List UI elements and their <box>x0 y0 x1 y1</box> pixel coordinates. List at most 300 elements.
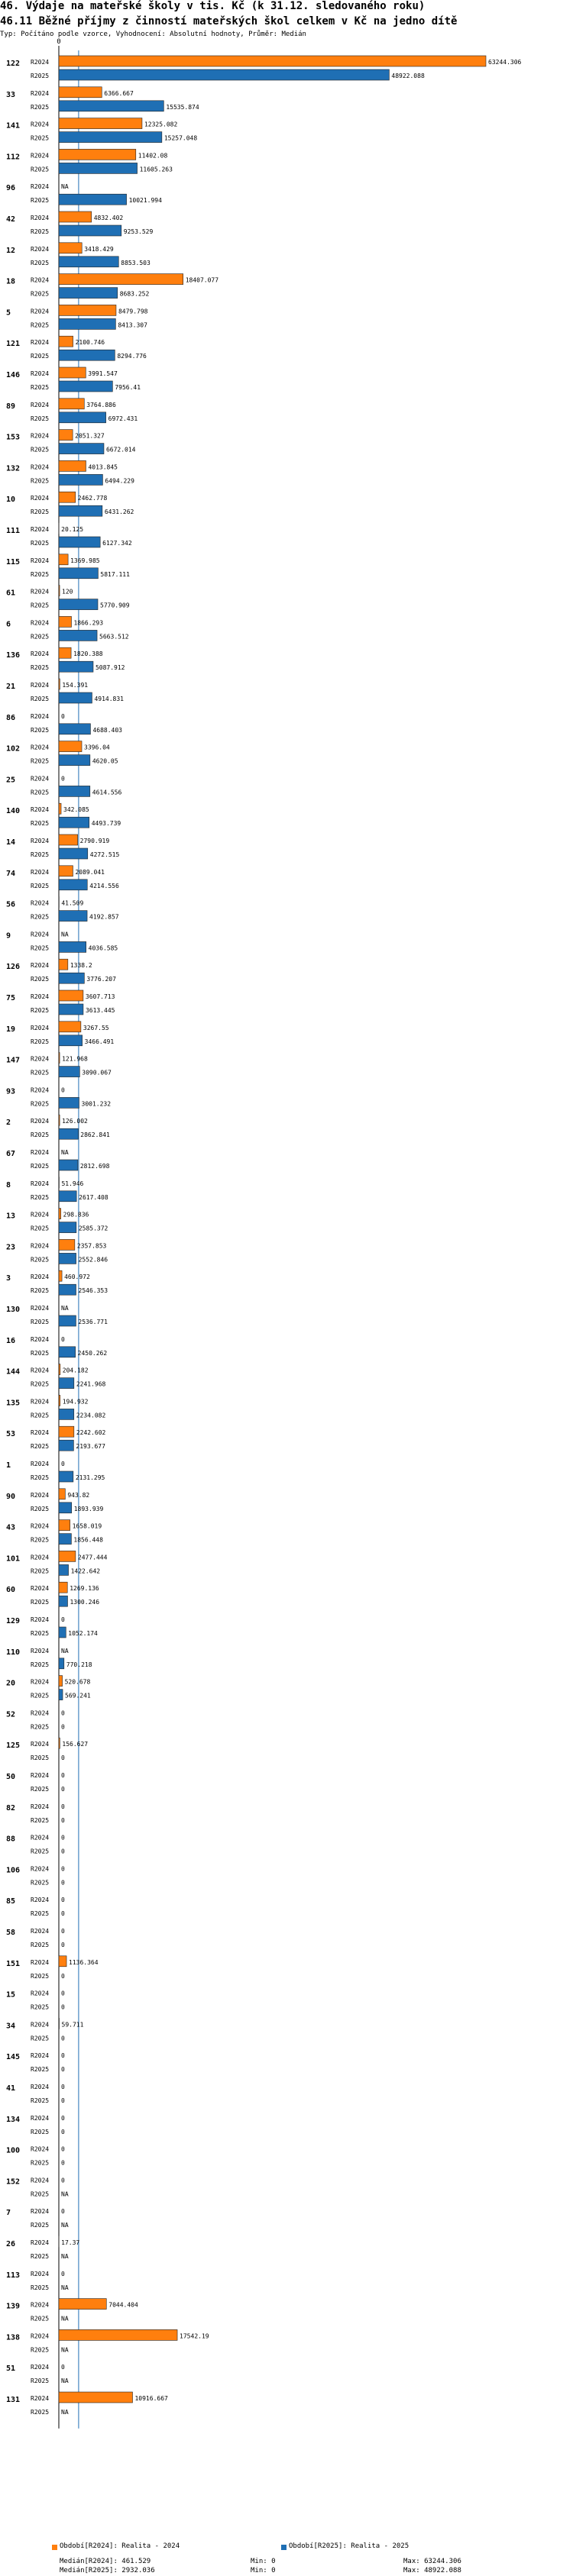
bar-r2025 <box>59 444 104 454</box>
min-2025-label: Min: 0 <box>251 2567 276 2574</box>
bar-r2025 <box>59 505 102 516</box>
bar-r2024 <box>59 1520 70 1531</box>
series-label-r2024: R2024 <box>31 1928 50 1935</box>
group-label: 121 <box>6 340 21 349</box>
data-label-r2025: 15257.048 <box>163 134 198 142</box>
bar-r2024 <box>59 149 136 160</box>
group-label: 58 <box>6 1929 16 1937</box>
chart-title-line1: 46. Výdaje na mateřské školy v tis. Kč (k 31.12. sledovaného roku) <box>0 0 426 12</box>
data-label-r2025: 0 <box>61 1848 65 1855</box>
data-label-r2025: 4214.556 <box>89 882 119 889</box>
series-label-r2024: R2024 <box>31 526 50 533</box>
bar-r2024 <box>59 1364 60 1375</box>
series-label-r2025: R2025 <box>31 1505 50 1512</box>
series-label-r2025: R2025 <box>31 415 50 422</box>
series-label-r2025: R2025 <box>31 726 50 734</box>
bar-r2025 <box>59 755 90 766</box>
chart-title-line2: 46.11 Běžné příjmy z činností mateřských škol celkem v Kč na jedno dítě <box>0 15 458 27</box>
data-label-r2025: 0 <box>61 1754 65 1762</box>
series-label-r2024: R2024 <box>31 588 50 596</box>
data-label-r2025: 2536.771 <box>78 1319 108 1325</box>
bar-r2024 <box>59 336 73 347</box>
bar-r2024 <box>59 616 71 627</box>
series-label-r2025: R2025 <box>31 1692 50 1700</box>
data-label-r2024: 2051.327 <box>75 432 105 440</box>
series-label-r2024: R2024 <box>31 2208 50 2216</box>
series-label-r2024: R2024 <box>31 2021 50 2029</box>
series-label-r2025: R2025 <box>31 1630 50 1637</box>
bar-r2025 <box>59 599 98 610</box>
group-label: 147 <box>6 1056 21 1065</box>
data-label-r2024: 0 <box>61 2145 65 2153</box>
group-label: 152 <box>6 2177 21 2187</box>
group-label: 88 <box>6 1835 16 1844</box>
group-label: 25 <box>6 776 16 785</box>
series-label-r2024: R2024 <box>31 2364 50 2371</box>
data-label-r2024: 1820.388 <box>73 650 103 658</box>
data-label-r2025: 2585.372 <box>78 1225 108 1232</box>
series-label-r2025: R2025 <box>31 2066 50 2074</box>
data-label-r2025: 3466.491 <box>84 1038 115 1045</box>
bar-r2025 <box>59 786 90 796</box>
group-label: 106 <box>6 1866 21 1875</box>
data-label-r2024: 194.932 <box>62 1398 89 1406</box>
series-label-r2025: R2025 <box>31 1723 50 1731</box>
group-label: 146 <box>6 371 21 379</box>
group-label: 67 <box>6 1150 16 1158</box>
series-label-r2024: R2024 <box>31 868 50 876</box>
data-label-r2024: 0 <box>61 2177 65 2184</box>
bar-r2024 <box>59 1582 67 1593</box>
group-label: 33 <box>6 90 16 99</box>
legend-period-2025: Období[R2025]: Realita - 2025 <box>289 2542 410 2550</box>
group-label: 7 <box>6 2209 11 2218</box>
bar-r2025 <box>59 692 92 703</box>
series-label-r2024: R2024 <box>31 2301 50 2309</box>
series-label-r2025: R2025 <box>31 1007 50 1014</box>
data-label-r2024: NA <box>61 1647 69 1654</box>
group-label: 136 <box>6 651 21 660</box>
series-label-r2025: R2025 <box>31 944 50 952</box>
data-label-r2025: 11605.263 <box>139 166 173 173</box>
group-label: 100 <box>6 2146 21 2155</box>
bar-r2025 <box>59 381 112 392</box>
series-label-r2024: R2024 <box>31 1491 50 1499</box>
series-label-r2024: R2024 <box>31 1118 50 1125</box>
data-label-r2024: 2100.746 <box>75 339 105 347</box>
bar-r2025 <box>59 1128 78 1139</box>
series-label-r2025: R2025 <box>31 446 50 454</box>
data-label-r2024: 0 <box>61 1616 65 1623</box>
bar-r2024 <box>59 1956 66 1967</box>
group-label: 96 <box>6 184 16 193</box>
data-label-r2025: 10021.994 <box>128 197 162 205</box>
series-label-r2024: R2024 <box>31 89 50 97</box>
bar-r2024 <box>59 1115 60 1125</box>
data-label-r2025: 2241.968 <box>76 1380 106 1388</box>
data-label-r2025: 6972.431 <box>108 415 138 422</box>
bar-r2025 <box>59 163 138 173</box>
data-label-r2025: NA <box>61 2222 69 2229</box>
series-label-r2024: R2024 <box>31 1647 50 1654</box>
data-label-r2024: 0 <box>61 1086 65 1094</box>
group-label: 153 <box>6 433 21 442</box>
data-label-r2025: 2131.295 <box>75 1474 105 1481</box>
data-label-r2024: 0 <box>61 1461 65 1467</box>
bar-r2025 <box>59 1503 72 1513</box>
group-label: 86 <box>6 713 16 722</box>
series-label-r2025: R2025 <box>31 353 50 360</box>
bar-r2024 <box>59 2018 60 2029</box>
series-label-r2024: R2024 <box>31 993 50 1000</box>
data-label-r2025: 0 <box>61 2128 65 2135</box>
chart-subtitle: Typ: Počítáno podle vzorce, Vyhodnocení: Absolutní hodnoty, Průměr: Medián <box>0 31 306 38</box>
series-label-r2024: R2024 <box>31 806 50 814</box>
data-label-r2024: 20.125 <box>61 526 84 533</box>
data-label-r2024: 8479.798 <box>118 308 148 315</box>
series-label-r2024: R2024 <box>31 1149 50 1156</box>
bar-r2024 <box>59 1738 60 1748</box>
data-label-r2025: 4192.857 <box>89 913 119 921</box>
series-label-r2024: R2024 <box>31 1678 50 1686</box>
data-label-r2024: 51.946 <box>61 1180 84 1187</box>
series-label-r2025: R2025 <box>31 1380 50 1388</box>
data-label-r2024: 3267.55 <box>83 1024 109 1031</box>
group-label: 122 <box>6 60 21 68</box>
bar-r2025 <box>59 1067 79 1077</box>
series-label-r2025: R2025 <box>31 820 50 828</box>
bar-r2025 <box>59 1658 64 1669</box>
data-label-r2025: 5087.912 <box>95 664 125 672</box>
series-label-r2024: R2024 <box>31 1896 50 1904</box>
data-label-r2025: 4272.515 <box>89 851 120 858</box>
series-label-r2024: R2024 <box>31 1273 50 1281</box>
data-label-r2024: 0 <box>61 1335 65 1343</box>
group-label: 26 <box>6 2240 16 2248</box>
series-label-r2025: R2025 <box>31 540 50 547</box>
series-label-r2024: R2024 <box>31 1522 50 1530</box>
data-label-r2024: NA <box>61 1149 69 1156</box>
bar-r2025 <box>59 132 162 143</box>
data-label-r2024: 298.836 <box>63 1211 89 1219</box>
group-label: 51 <box>6 2365 16 2374</box>
data-label-r2025: 2552.846 <box>78 1256 108 1264</box>
data-label-r2025: NA <box>61 2377 69 2385</box>
data-label-r2025: 4688.403 <box>92 726 122 734</box>
series-label-r2024: R2024 <box>31 1865 50 1873</box>
data-label-r2024: 0 <box>61 1834 65 1842</box>
data-label-r2025: 6494.229 <box>105 477 134 485</box>
data-label-r2024: 63244.306 <box>488 59 522 66</box>
data-label-r2024: 2462.778 <box>77 495 108 502</box>
series-label-r2025: R2025 <box>31 1131 50 1139</box>
series-label-r2025: R2025 <box>31 1069 50 1077</box>
series-label-r2024: R2024 <box>31 1086 50 1094</box>
data-label-r2025: NA <box>61 2346 69 2354</box>
data-label-r2024: 204.182 <box>62 1367 89 1374</box>
series-label-r2024: R2024 <box>31 838 50 844</box>
series-label-r2025: R2025 <box>31 1287 50 1295</box>
series-label-r2025: R2025 <box>31 1972 50 1980</box>
group-label: 12 <box>6 246 16 255</box>
bar-r2024 <box>59 1270 62 1281</box>
bar-r2025 <box>59 817 89 828</box>
bar-r2025 <box>59 537 100 547</box>
bar-r2025 <box>59 1471 73 1482</box>
bar-r2024 <box>59 990 83 1001</box>
series-label-r2024: R2024 <box>31 2239 50 2246</box>
data-label-r2025: 15535.874 <box>166 103 199 111</box>
bar-r2025 <box>59 474 102 485</box>
series-label-r2025: R2025 <box>31 2409 50 2416</box>
series-label-r2025: R2025 <box>31 2284 50 2291</box>
bar-r2024 <box>59 1489 65 1499</box>
group-label: 14 <box>6 838 16 847</box>
bar-r2025 <box>59 1253 76 1264</box>
series-label-r2025: R2025 <box>31 477 50 485</box>
series-label-r2024: R2024 <box>31 339 50 347</box>
data-label-r2024: 1338.2 <box>70 962 92 970</box>
series-label-r2025: R2025 <box>31 1100 50 1108</box>
group-label: 151 <box>6 1959 21 1968</box>
min-2024-label: Min: 0 <box>251 2558 276 2565</box>
data-label-r2024: 1269.136 <box>70 1585 99 1593</box>
bar-r2025 <box>59 257 118 267</box>
series-label-r2025: R2025 <box>31 2003 50 2011</box>
data-label-r2025: 0 <box>61 1879 65 1887</box>
bar-r2025 <box>59 350 115 360</box>
series-label-r2025: R2025 <box>31 2253 50 2260</box>
data-label-r2024: 6366.667 <box>104 89 134 97</box>
series-label-r2025: R2025 <box>31 913 50 921</box>
series-label-r2025: R2025 <box>31 789 50 796</box>
series-label-r2025: R2025 <box>31 882 50 889</box>
series-label-r2025: R2025 <box>31 976 50 983</box>
series-label-r2025: R2025 <box>31 1412 50 1419</box>
series-label-r2024: R2024 <box>31 775 50 783</box>
group-label: 141 <box>6 121 21 131</box>
bar-r2025 <box>59 1564 69 1575</box>
data-label-r2025: 9253.529 <box>123 228 154 235</box>
series-label-r2025: R2025 <box>31 1879 50 1887</box>
group-label: 144 <box>6 1367 21 1377</box>
data-label-r2024: 0 <box>61 2270 65 2277</box>
data-label-r2024: 520.678 <box>64 1678 91 1686</box>
series-label-r2025: R2025 <box>31 2222 50 2229</box>
bar-r2024 <box>59 1426 74 1437</box>
bar-r2025 <box>59 568 98 579</box>
bar-r2025 <box>59 1596 67 1606</box>
data-label-r2025: NA <box>61 2284 69 2291</box>
series-label-r2024: R2024 <box>31 1024 50 1031</box>
bar-r2024 <box>59 679 60 689</box>
bar-r2024 <box>59 647 71 658</box>
bar-r2024 <box>59 1239 75 1250</box>
bar-r2024 <box>59 243 82 253</box>
data-label-r2024: NA <box>61 1305 69 1312</box>
series-label-r2024: R2024 <box>31 1585 50 1593</box>
group-label: 125 <box>6 1742 21 1751</box>
data-label-r2025: 2617.408 <box>79 1193 108 1201</box>
bar-r2024 <box>59 305 116 315</box>
group-label: 102 <box>6 744 21 754</box>
group-label: 145 <box>6 2053 21 2062</box>
bar-r2024 <box>59 1395 60 1406</box>
data-label-r2025: 4493.739 <box>91 820 121 828</box>
bar-r2025 <box>59 973 84 983</box>
bar-r2025 <box>59 630 97 641</box>
series-label-r2025: R2025 <box>31 2315 50 2323</box>
group-label: 3 <box>6 1274 11 1283</box>
series-label-r2024: R2024 <box>31 2084 50 2090</box>
data-label-r2025: 0 <box>61 2159 65 2167</box>
series-label-r2024: R2024 <box>31 245 50 253</box>
data-label-r2025: 2234.082 <box>76 1412 106 1419</box>
series-label-r2025: R2025 <box>31 290 50 298</box>
bar-r2025 <box>59 724 90 734</box>
group-label: 130 <box>6 1306 21 1314</box>
data-label-r2025: NA <box>61 2190 69 2198</box>
series-label-r2025: R2025 <box>31 2035 50 2042</box>
series-label-r2024: R2024 <box>31 1461 50 1467</box>
data-label-r2025: 0 <box>61 1723 65 1731</box>
data-label-r2025: 6672.014 <box>105 446 136 454</box>
series-label-r2025: R2025 <box>31 2346 50 2354</box>
data-label-r2024: 0 <box>61 1990 65 1997</box>
group-label: 90 <box>6 1492 16 1501</box>
bar-r2024 <box>59 1676 63 1687</box>
data-label-r2025: 2193.677 <box>76 1443 105 1451</box>
data-label-r2024: 1866.293 <box>73 619 104 627</box>
data-label-r2024: 7044.404 <box>108 2301 138 2309</box>
bar-r2024 <box>59 399 84 409</box>
group-label: 50 <box>6 1773 16 1781</box>
series-label-r2025: R2025 <box>31 197 50 205</box>
series-label-r2025: R2025 <box>31 1910 50 1918</box>
group-label: 34 <box>6 2022 16 2031</box>
group-label: 20 <box>6 1679 16 1688</box>
series-label-r2024: R2024 <box>31 2114 50 2122</box>
series-label-r2024: R2024 <box>31 1335 50 1343</box>
series-label-r2025: R2025 <box>31 633 50 641</box>
bar-r2025 <box>59 1315 76 1326</box>
series-label-r2025: R2025 <box>31 1599 50 1606</box>
series-label-r2024: R2024 <box>31 2270 50 2277</box>
group-label: 110 <box>6 1648 21 1657</box>
series-label-r2025: R2025 <box>31 1349 50 1357</box>
data-label-r2024: 0 <box>61 2052 65 2060</box>
data-label-r2025: 0 <box>61 2003 65 2011</box>
series-label-r2025: R2025 <box>31 1786 50 1793</box>
legend-swatch-r2024 <box>52 2545 57 2550</box>
bar-r2024 <box>59 460 86 471</box>
group-label: 60 <box>6 1586 16 1595</box>
data-label-r2024: 4013.845 <box>88 463 118 471</box>
bar-r2025 <box>59 1534 71 1545</box>
series-label-r2024: R2024 <box>31 1305 50 1312</box>
data-label-r2025: 0 <box>61 1942 65 1948</box>
group-label: 129 <box>6 1617 21 1625</box>
series-label-r2025: R2025 <box>31 1443 50 1451</box>
series-label-r2024: R2024 <box>31 712 50 720</box>
group-label: 8 <box>6 1180 11 1190</box>
data-label-r2024: 10916.667 <box>134 2395 168 2402</box>
series-label-r2025: R2025 <box>31 259 50 266</box>
bar-r2024 <box>59 274 183 285</box>
max-2025-label: Max: 48922.088 <box>403 2567 461 2574</box>
data-label-r2025: 3090.067 <box>82 1069 112 1077</box>
data-label-r2024: 943.82 <box>67 1491 90 1499</box>
bar-r2024 <box>59 554 68 565</box>
data-label-r2024: 156.627 <box>62 1741 89 1748</box>
group-label: 138 <box>6 2333 21 2342</box>
series-label-r2025: R2025 <box>31 228 50 235</box>
data-label-r2024: 17542.19 <box>180 2332 209 2340</box>
data-label-r2025: 8294.776 <box>117 353 147 360</box>
series-label-r2025: R2025 <box>31 73 50 79</box>
bar-r2024 <box>59 1209 61 1219</box>
series-label-r2024: R2024 <box>31 215 50 221</box>
series-label-r2024: R2024 <box>31 1398 50 1406</box>
series-label-r2025: R2025 <box>31 1536 50 1544</box>
group-label: 13 <box>6 1212 16 1221</box>
data-label-r2025: NA <box>61 2315 69 2323</box>
bar-r2024 <box>59 87 102 98</box>
series-label-r2024: R2024 <box>31 1741 50 1748</box>
series-label-r2025: R2025 <box>31 2128 50 2135</box>
bar-r2025 <box>59 288 118 299</box>
data-label-r2024: 3991.547 <box>88 370 118 377</box>
data-label-r2025: 2546.353 <box>78 1287 108 1295</box>
series-label-r2024: R2024 <box>31 962 50 970</box>
bar-r2025 <box>59 1690 63 1700</box>
bar-r2024 <box>59 586 60 596</box>
group-label: 52 <box>6 1710 16 1719</box>
series-label-r2025: R2025 <box>31 103 50 111</box>
data-label-r2025: 4620.05 <box>92 757 118 765</box>
series-label-r2025: R2025 <box>31 1225 50 1232</box>
data-label-r2025: 0 <box>61 2097 65 2104</box>
group-label: 74 <box>6 869 16 878</box>
data-label-r2024: 1658.019 <box>72 1522 102 1530</box>
group-label: 1 <box>6 1461 11 1470</box>
group-label: 112 <box>6 153 21 162</box>
data-label-r2024: 2477.444 <box>77 1554 108 1561</box>
group-label: 101 <box>6 1554 21 1564</box>
series-label-r2025: R2025 <box>31 2097 50 2104</box>
bar-r2024 <box>59 803 61 814</box>
series-label-r2024: R2024 <box>31 1990 50 1997</box>
series-label-r2024: R2024 <box>31 2332 50 2340</box>
bar-r2025 <box>59 941 86 952</box>
bar-r2024 <box>59 834 78 845</box>
data-label-r2024: 0 <box>61 1803 65 1810</box>
data-label-r2024: 4832.402 <box>93 215 124 221</box>
group-label: 131 <box>6 2396 21 2404</box>
data-label-r2025: 5770.909 <box>100 602 130 609</box>
data-label-r2025: 48922.088 <box>391 73 425 79</box>
series-label-r2024: R2024 <box>31 557 50 564</box>
group-label: 135 <box>6 1399 21 1408</box>
data-label-r2024: 18407.077 <box>185 276 219 284</box>
data-label-r2025: 5817.111 <box>100 570 130 578</box>
group-label: 19 <box>6 1025 16 1034</box>
data-label-r2024: 0 <box>61 1896 65 1904</box>
data-label-r2024: 460.972 <box>64 1273 90 1281</box>
series-label-r2024: R2024 <box>31 2395 50 2402</box>
bar-r2025 <box>59 412 106 423</box>
data-label-r2025: 3001.232 <box>81 1100 112 1108</box>
